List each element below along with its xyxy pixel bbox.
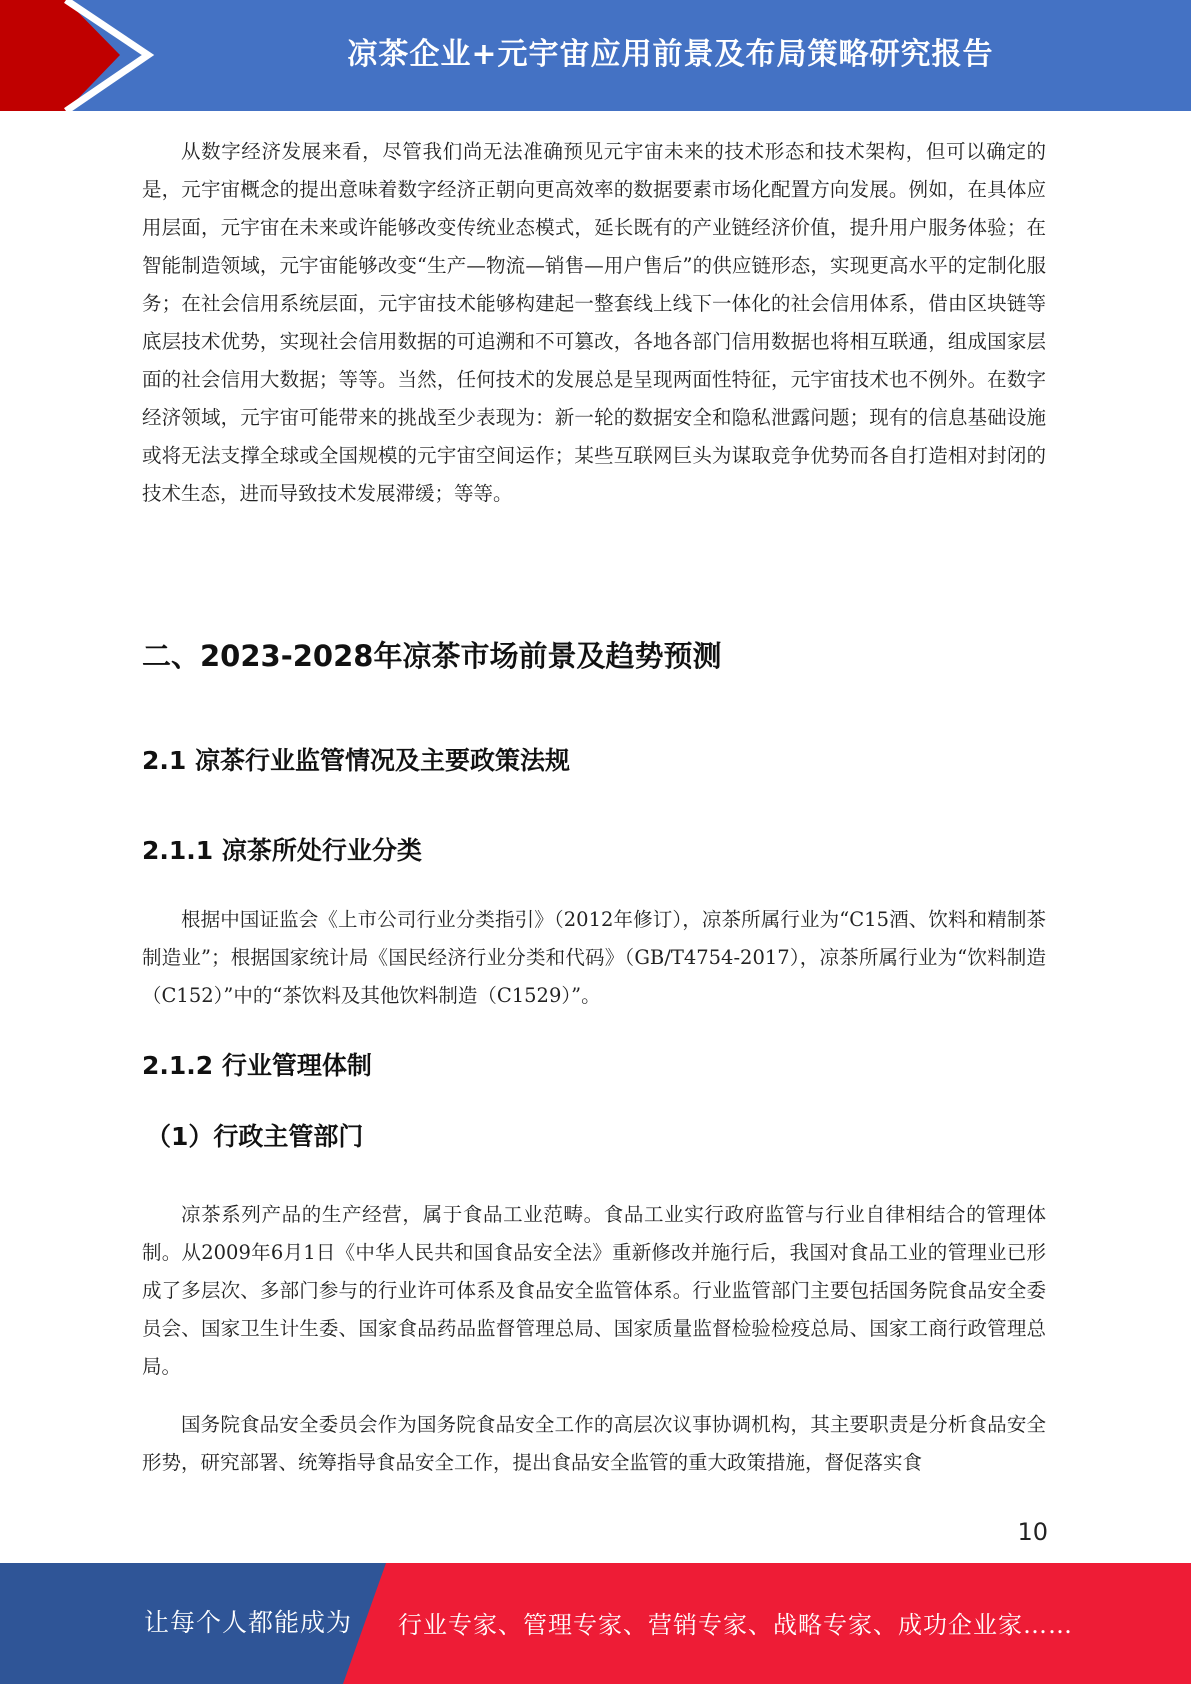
admin-section-1 [142, 1196, 1046, 1386]
intro-section [142, 133, 1046, 513]
footer-slogan-right: 行业专家、管理专家、营销专家、战略专家、成功企业家…… [398, 1611, 1073, 1639]
paragraph-admin-1: 凉茶系列产品的生产经营，属于食品工业范畴。食品工业实行政府监管与行业自律相结合的管理体制。从2009年6月1日《中华人民共和国食品安全法》重新修改并施行后，我国对食品工业的管理业已形成了多层次、多部门参与的行业许可体系及食品安全监管体系。行业监管部门主要包括国务院食品安全委员会、国家卫生计生委、国家食品药品监督管理总局、国家质量监督检验检疫总局、国家工商行政管理总局。 [142, 1203, 1046, 1378]
page-footer [0, 1563, 1191, 1684]
heading-2-1: 2.1 凉茶行业监管情况及主要政策法规 [142, 746, 570, 775]
footer-slogan-left: 让每个人都能成为 [144, 1608, 353, 1637]
paragraph-admin-2: 国务院食品安全委员会作为国务院食品安全工作的高层次议事协调机构，其主要职责是分析食品安全形势，研究部署、统筹指导食品安全工作，提出食品安全监管的重大政策措施，督促落实食 [142, 1413, 1046, 1474]
heading-2-1-1: 2.1.1 凉茶所处行业分类 [142, 836, 422, 865]
section-title: 二、2023-2028年凉茶市场前景及趋势预测 [142, 639, 722, 673]
page-header [0, 0, 1191, 112]
heading-2-1-2: 2.1.2 行业管理体制 [142, 1051, 372, 1080]
admin-section-2 [142, 1406, 1046, 1482]
paragraph-classification: 根据中国证监会《上市公司行业分类指引》（2012年修订），凉茶所属行业为“C15酒、饮料和精制茶制造业”；根据国家统计局《国民经济行业分类和代码》（GB/T4754-2017），凉茶所属行业为“饮料制造（C152）”中的“茶饮料及其他饮料制造（C1529）”。 [142, 908, 1046, 1007]
header-title: 凉茶企业+元宇宙应用前景及布局策略研究报告 [347, 37, 994, 72]
heading-admin-dept: （1）行政主管部门 [146, 1122, 364, 1151]
classification-section [142, 901, 1046, 1015]
paragraph-intro: 从数字经济发展来看，尽管我们尚无法准确预见元宇宙未来的技术形态和技术架构，但可以确定的是，元宇宙概念的提出意味着数字经济正朝向更高效率的数据要素市场化配置方向发展。例如，在具体应用层面，元宇宙在未来或许能够改变传统业态模式，延长既有的产业链经济价值，提升用户服务体验；在智能制造领域，元宇宙能够改变“生产—物流—销售—用户售后”的供应链形态，实现更高水平的定制化服务；在社会信用系统层面，元宇宙技术能够构建起一整套线上线下一体化的社会信用体系，借由区块链等底层技术优势，实现社会信用数据的可追溯和不可篡改，各地各部门信用数据也将相互联通，组成国家层面的社会信用大数据；等等。当然，任何技术的发展总是呈现两面性特征，元宇宙技术也不例外。在数字经济领域，元宇宙可能带来的挑战至少表现为：新一轮的数据安全和隐私泄露问题；现有的信息基础设施或将无法支撑全球或全国规模的元宇宙空间运作；某些互联网巨头为谋取竞争优势而各自打造相对封闭的技术生态，进而导致技术发展滞缓；等等。 [142, 140, 1046, 505]
page-number: 10 [1017, 1518, 1048, 1546]
